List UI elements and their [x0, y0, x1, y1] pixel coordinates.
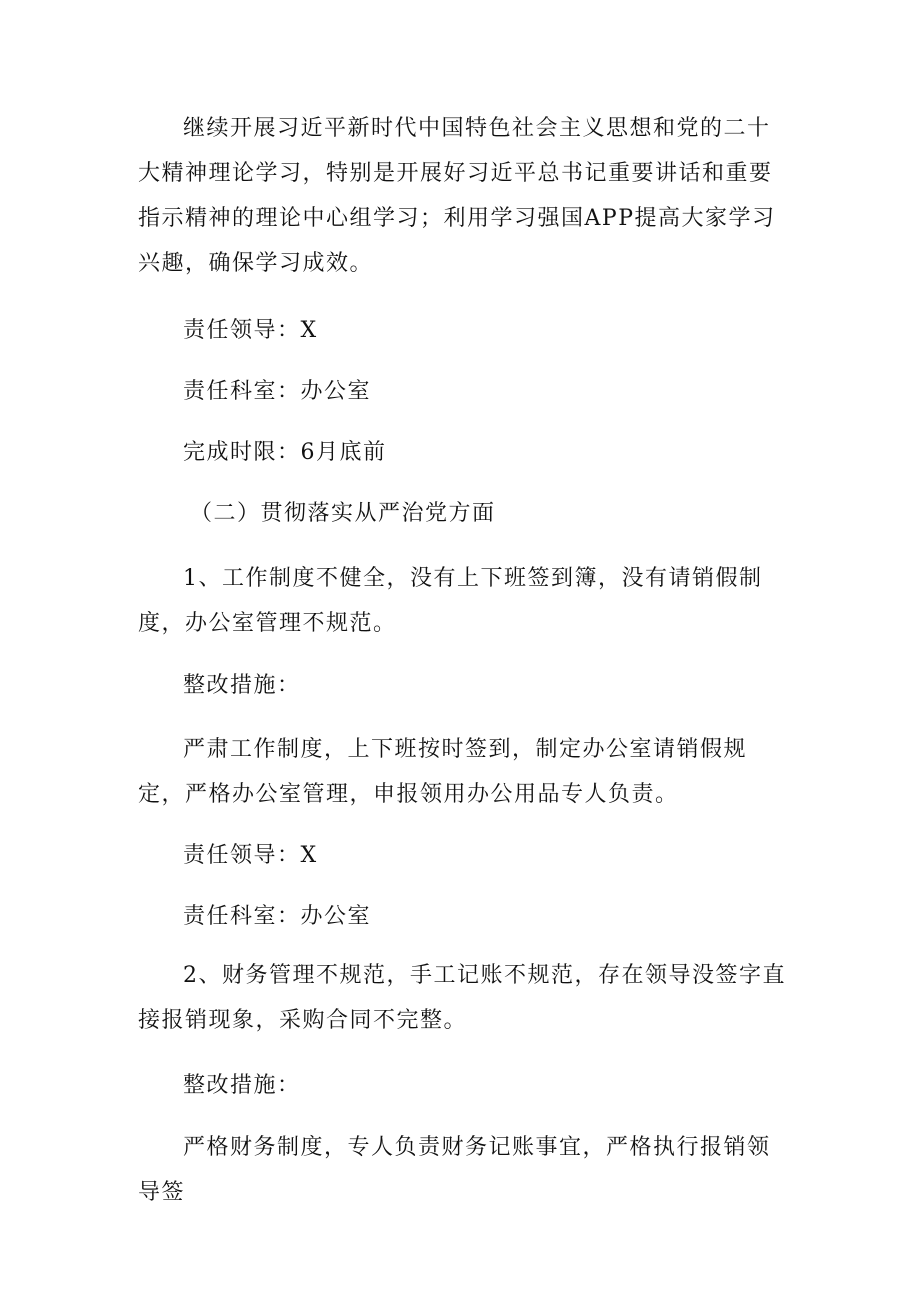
responsible-office-2: 责任科室：办公室	[183, 904, 372, 929]
rectification-label-1: 整改措施：	[183, 673, 301, 698]
rectification-text-2: 严格财务制度，专人负责财务记账事宜，严格执行报销领导签	[138, 1135, 771, 1205]
deadline-1: 完成时限：6月底前	[183, 440, 387, 465]
responsible-leader-2: 责任领导：X	[183, 843, 318, 868]
issue-2-paragraph: 2、财务管理不规范，手工记账不规范，存在领导没签字直接报销现象，采购合同不完整。	[138, 963, 786, 1033]
rectification-label-2: 整改措施：	[183, 1073, 301, 1098]
paragraph-study-plan: 继续开展习近平新时代中国特色社会主义思想和党的二十大精神理论学习，特别是开展好习近平总书记重要讲话和重要指示精神的理论中心组学习；利用学习强国APP提高大家学习兴趣，确保学习成效。	[138, 116, 776, 276]
responsible-leader-1: 责任领导：X	[183, 318, 318, 343]
rectification-text-1: 严肃工作制度，上下班按时签到，制定办公室请销假规定，严格办公室管理，申报领用办公用品专人负责。	[138, 737, 748, 807]
responsible-office-1: 责任科室：办公室	[183, 379, 372, 404]
issue-1-paragraph: 1、工作制度不健全，没有上下班签到簿，没有请销假制度，办公室管理不规范。	[138, 566, 763, 636]
section-heading-2: （二）贯彻落实从严治党方面	[190, 501, 496, 526]
